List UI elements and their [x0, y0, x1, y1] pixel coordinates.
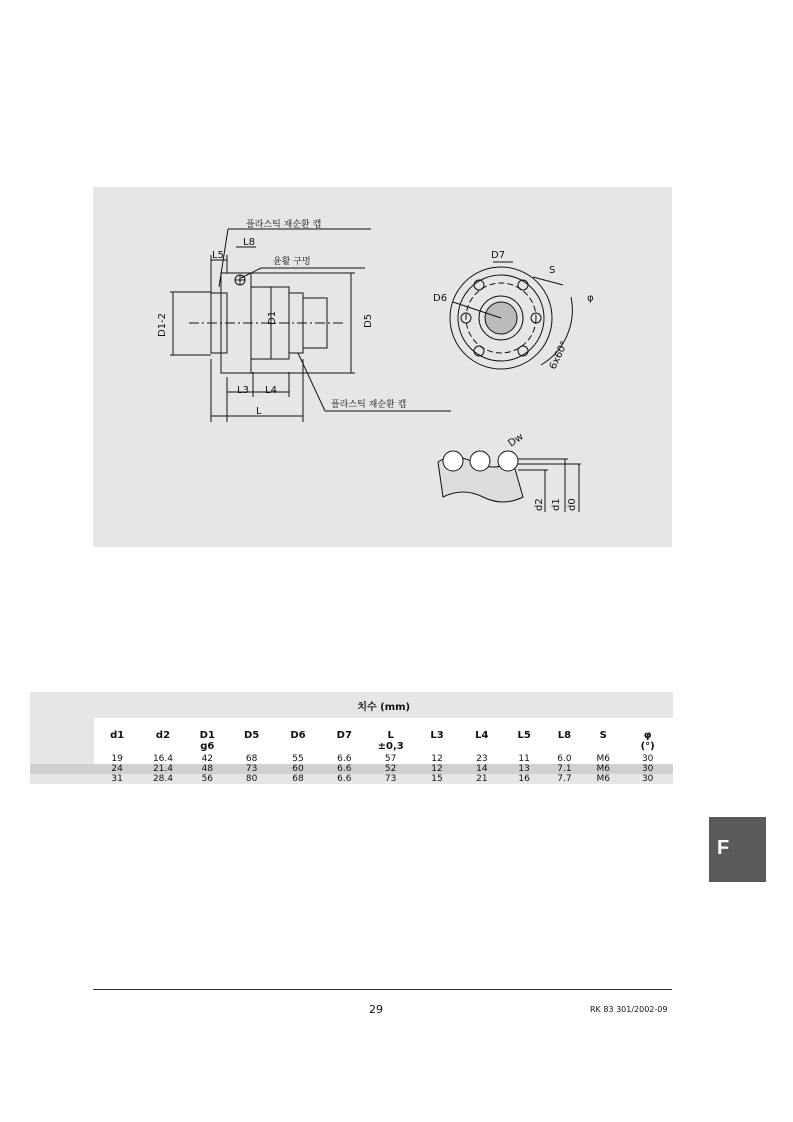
label-recirc-cap-bottom: 플라스틱 재순환 캡: [331, 400, 407, 410]
dim-holes: 6x60°: [547, 339, 571, 372]
dim-d7: D7: [491, 250, 506, 261]
dim-phi: φ: [587, 293, 594, 304]
dim-l5: L5: [212, 250, 224, 261]
col-header-d2: d2: [140, 718, 186, 754]
col-header-L5: L5: [503, 718, 544, 754]
section-tab-label: F: [717, 837, 730, 859]
col-header-D7: D7: [321, 718, 367, 754]
col-header-D1: D1 g6: [186, 718, 228, 754]
dimensions-table: [30, 692, 673, 784]
dim-d6: D6: [433, 293, 448, 304]
table-row: 19 16.4 42 68 55 6.6 57 12 23 11 6.0 M6 30: [30, 754, 673, 764]
col-header-phi: φ (°): [622, 718, 673, 754]
table-header-row: [30, 718, 673, 754]
label-lube-hole: 윤활 구멍: [273, 257, 311, 267]
footer-divider: [93, 989, 672, 990]
table-corner: [30, 692, 94, 718]
table-row: 24 21.4 48 73 60 6.6 52 12 14 13 7.1 M6 30: [30, 764, 673, 774]
col-header-d1: d1: [94, 718, 139, 754]
dim-l: L: [256, 406, 262, 417]
col-header-L4: L4: [460, 718, 503, 754]
dim-d5: D5: [363, 313, 374, 328]
col-header-S: S: [584, 718, 622, 754]
dim-d0: d0: [567, 498, 578, 511]
dim-d2: d2: [534, 498, 545, 511]
col-header-L: L ±0,3: [367, 718, 413, 754]
page-number: 29: [369, 1003, 383, 1016]
col-header-D6: D6: [275, 718, 321, 754]
table-row: 31 28.4 56 80 68 6.6 73 15 21 16 7.7 M6 30: [30, 774, 673, 784]
label-recirc-cap-top: 플라스틱 재순환 캡: [246, 220, 322, 230]
table-title: 치수 (mm): [94, 692, 673, 718]
col-header-L3: L3: [414, 718, 460, 754]
dim-d1-2: D1-2: [157, 312, 168, 337]
dim-d1: D1: [267, 310, 278, 325]
nut-drawing: [93, 187, 672, 547]
col-header-L8: L8: [545, 718, 584, 754]
dim-l3: L3: [237, 385, 249, 396]
dim-l4: L4: [265, 385, 277, 396]
figure-panel: [93, 187, 672, 547]
dim-s: S: [549, 265, 556, 276]
document-id: RK 83 301/2002-09: [590, 1005, 668, 1014]
dim-dw: Dw: [506, 431, 526, 450]
section-tab[interactable]: [709, 817, 766, 882]
dim-l8: L8: [243, 237, 255, 248]
col-header-D5: D5: [228, 718, 274, 754]
dim-d1-ball: d1: [551, 498, 562, 511]
